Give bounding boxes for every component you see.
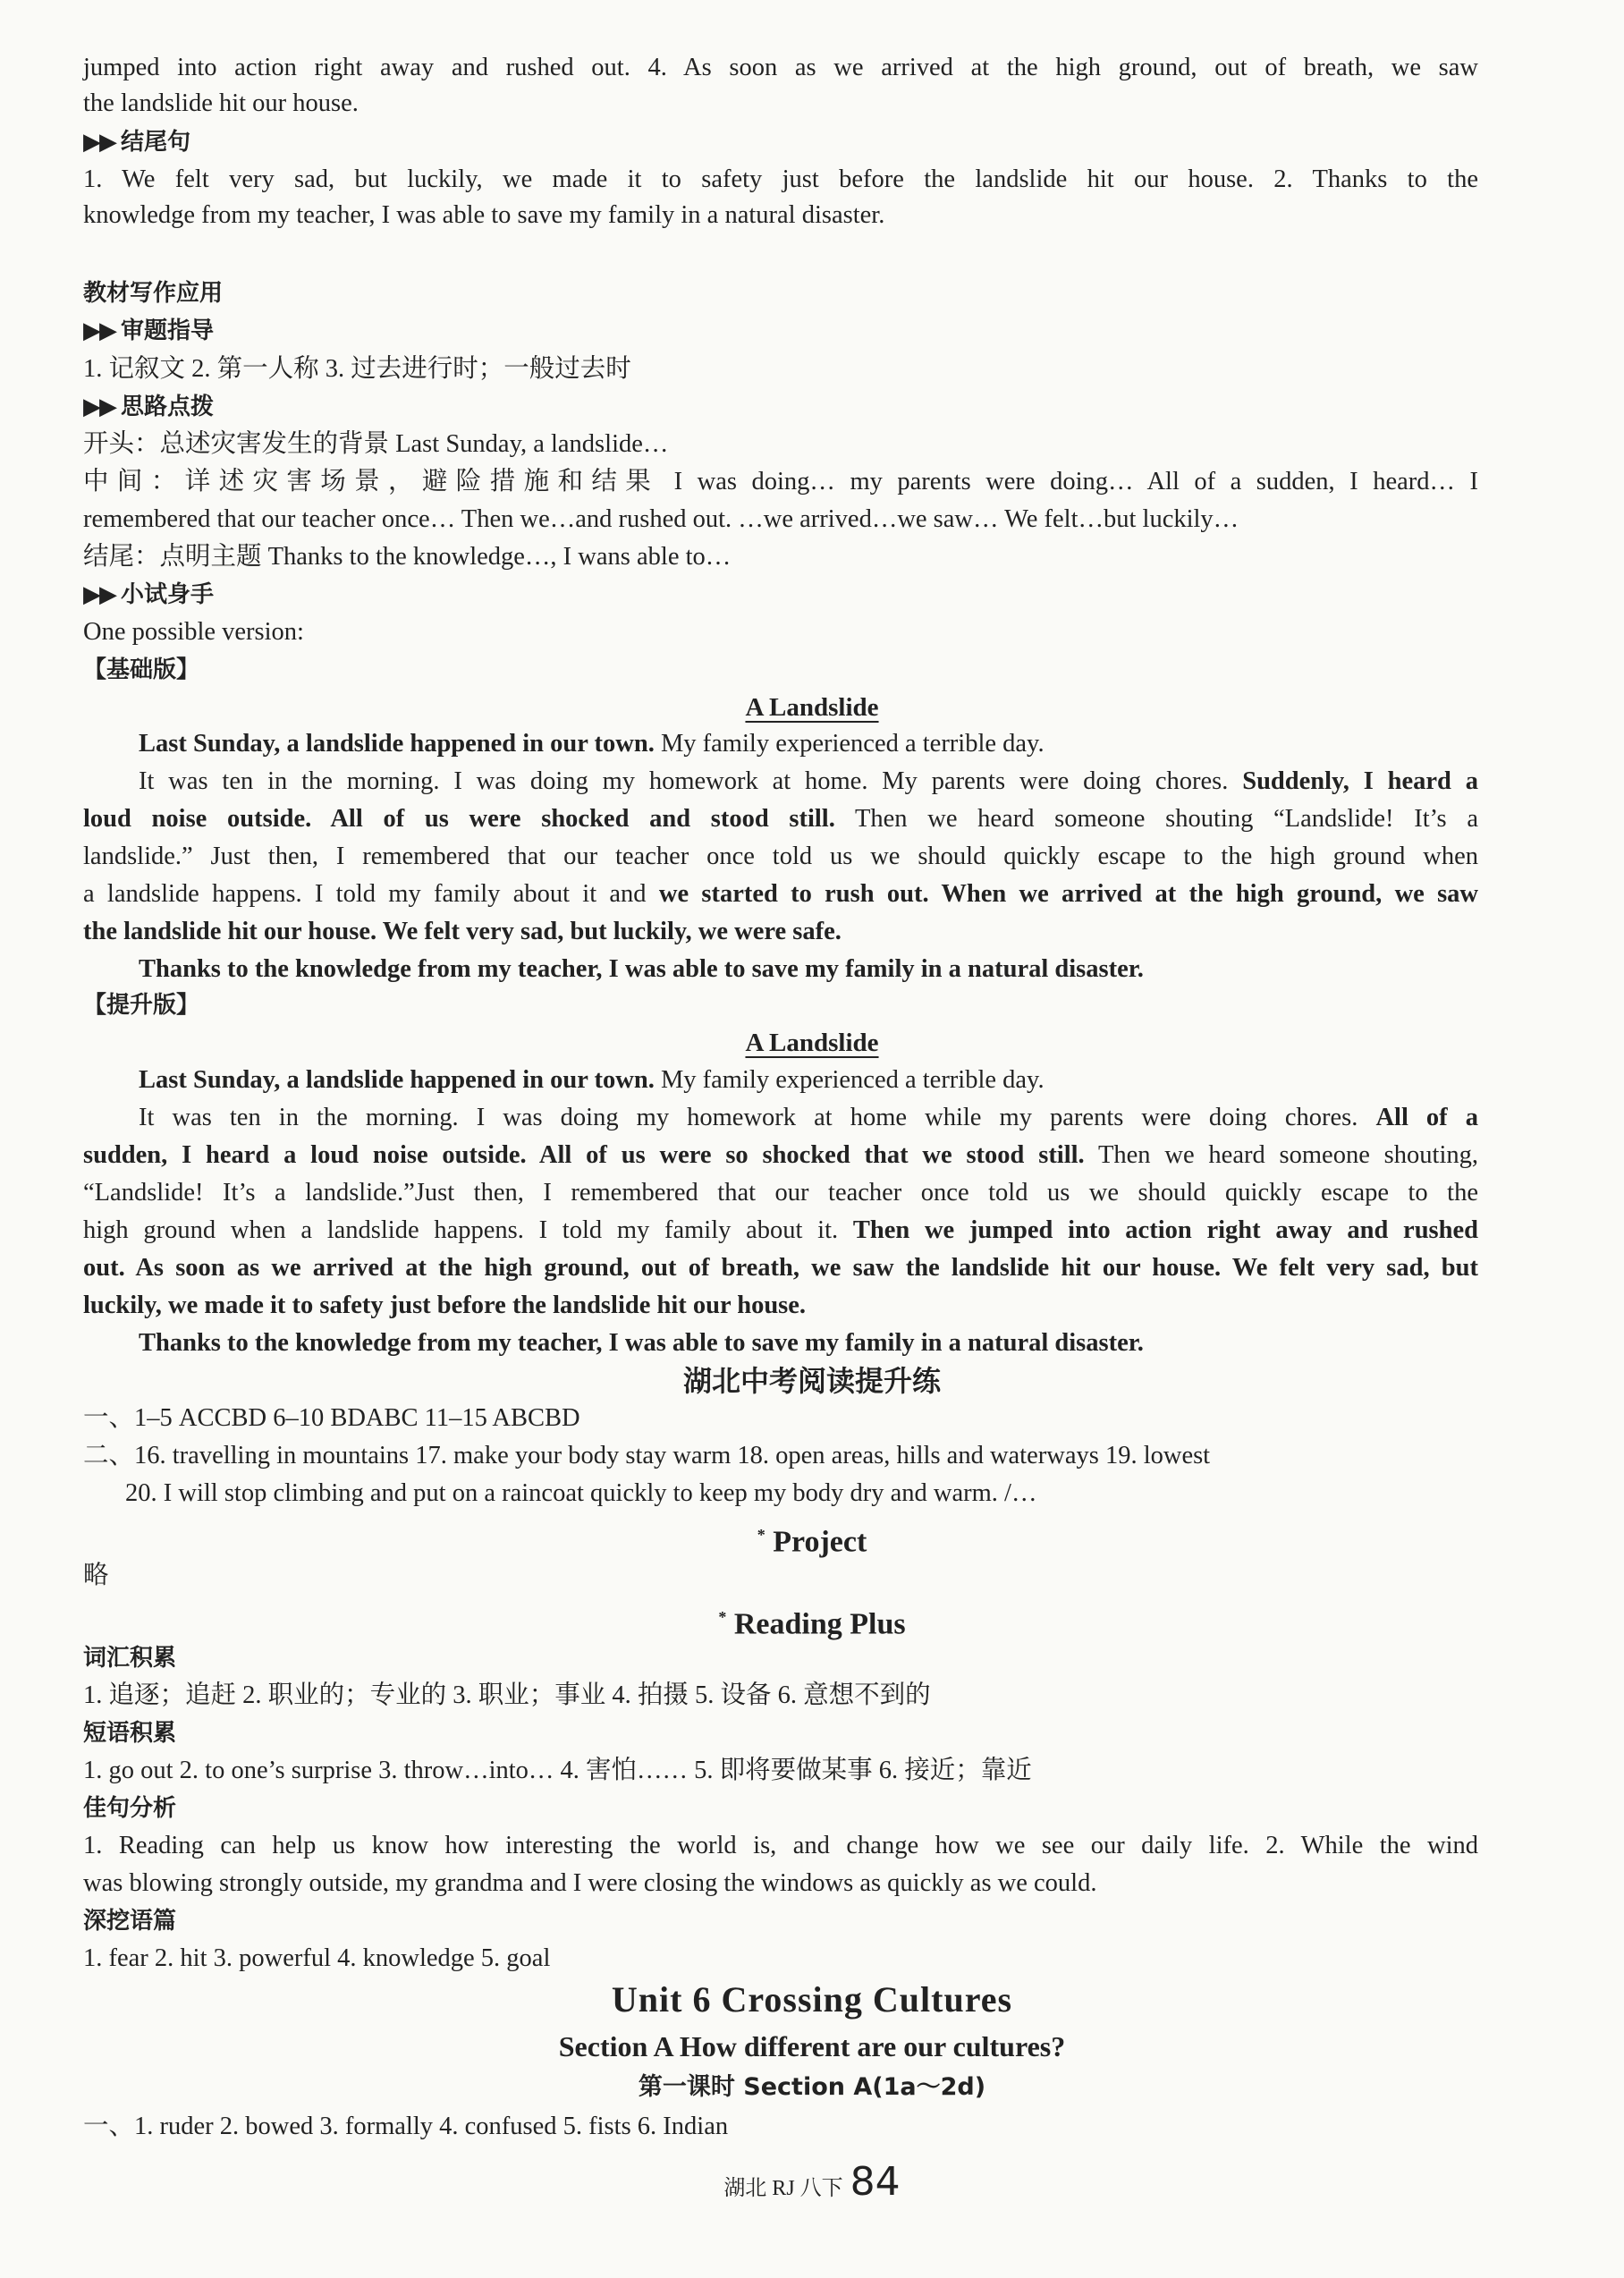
answer-line: 一、1–5 ACCBD 6–10 BDABC 11–15 ABCBD [83,1404,580,1432]
section-heading: ▶▶ 小试身手 [83,581,215,608]
section-heading: 词汇积累 [83,1645,177,1672]
text-line: 中间：详述灾害场景，避险措施和结果 I was doing… my parents were doing… All of a sudden, I heard… I [83,468,1478,495]
version-label: 【提升版】 [83,992,200,1019]
essay-line: landslide.” Just then, I remembered that our teacher once told us we should quickly escape to the high ground when [83,843,1478,870]
text-line: 开头：总述灾害发生的背景 Last Sunday, a landslide… [83,430,669,458]
section-title: * Reading Plus [718,1607,906,1641]
page-number: 84 [850,2159,901,2205]
section-heading: 短语积累 [83,1720,177,1747]
essay-line: It was ten in the morning. I was doing my homework at home. My parents were doing chores. Suddenly, I heard a [139,767,1478,795]
essay-line: the landslide hit our house. We felt very sad, but luckily, we were safe. [83,918,842,945]
answer-line: 20. I will stop climbing and put on a raincoat quickly to keep my body dry and warm. /… [125,1479,1037,1507]
essay-line: luckily, we made it to safety just before the landslide hit our house. [83,1291,807,1319]
essay-line: Thanks to the knowledge from my teacher, I was able to save my family in a natural disaster. [139,955,1144,983]
text-line: 1. 记叙文 2. 第一人称 3. 过去进行时；一般过去时 [83,355,631,383]
essay-line: out. As soon as we arrived at the high ground, out of breath, we saw the landslide hit our house. We felt very sad, but [83,1254,1478,1282]
essay-line: loud noise outside. All of us were shocked and stood still. Then we heard someone shouting “Landslide! It’s a [83,805,1478,833]
answer-line: 一、1. ruder 2. bowed 3. formally 4. confused 5. fists 6. Indian [83,2113,729,2140]
essay-line: a landslide happens. I told my family about it and we started to rush out. When we arrived at the high ground, we saw [83,880,1479,908]
essay-line: “Landslide! It’s a landslide.”Just then, I remembered that our teacher once told us we should quickly escape to the [83,1179,1478,1207]
text-line: 略 [83,1562,109,1589]
section-title: 湖北中考阅读提升练 [682,1364,941,1398]
section-heading: ▶▶ 思路点拨 [83,394,215,420]
double-triangle-right-icon: ▶▶ [83,581,115,608]
answer-line: 1. 追逐；追赶 2. 职业的；专业的 3. 职业；事业 4. 拍摄 5. 设备 6. 意想不到的 [83,1681,931,1709]
text-line: jumped into action right away and rushed out. 4. As soon as we arrived at the high ground, out of breath, we saw [83,54,1478,81]
section-heading: 佳句分析 [83,1795,177,1822]
essay-title: A Landslide [745,1029,879,1057]
answer-line: 1. Reading can help us know how interesting the world is, and change how we see our daily life. 2. While the wind [83,1832,1478,1859]
essay-title: A Landslide [745,693,879,722]
footer-text: 湖北 RJ 八下 [723,2177,843,2200]
essay-line: It was ten in the morning. I was doing my homework at home while my parents were doing chores. All of a [139,1104,1478,1131]
text-line: knowledge from my teacher, I was able to save my family in a natural disaster. [83,201,885,229]
section-heading: 深挖语篇 [83,1908,177,1935]
double-triangle-right-icon: ▶▶ [83,129,115,156]
section-subtitle: Section A How different are our cultures? [558,2030,1066,2062]
section-heading: ▶▶ 结尾句 [83,129,191,156]
asterisk-icon: * [718,1608,727,1626]
section-heading: ▶▶ 审题指导 [83,318,215,344]
text-line: remembered that our teacher once… Then we…and rushed out. …we arrived…we saw… We felt…but luckily… [83,505,1239,533]
section-title: * Project [757,1525,867,1559]
page-footer [0,2159,1624,2212]
answer-line: 1. go out 2. to one’s surprise 3. throw…into… 4. 害怕…… 5. 即将要做某事 6. 接近；靠近 [83,1757,1032,1784]
double-triangle-right-icon: ▶▶ [83,394,115,420]
essay-line: Thanks to the knowledge from my teacher, I was able to save my family in a natural disaster. [139,1329,1144,1357]
lesson-title: 第一课时 Section A(1a～2d) [638,2073,986,2101]
essay-line: sudden, I heard a loud noise outside. All of us were so shocked that we stood still. Then we heard someone shouting, [83,1141,1478,1169]
unit-title: Unit 6 Crossing Cultures [611,1979,1013,2020]
text-line: the landslide hit our house. [83,89,359,117]
essay-line: high ground when a landslide happens. I told my family about it. Then we jumped into action right away and rushed [83,1216,1479,1244]
answer-line: was blowing strongly outside, my grandma and I were closing the windows as quickly as we could. [83,1869,1097,1897]
answer-line: 二、16. travelling in mountains 17. make your body stay warm 18. open areas, hills and waterways 19. lowest [83,1442,1211,1469]
answer-line: 1. fear 2. hit 3. powerful 4. knowledge 5. goal [83,1944,551,1972]
text-line: 1. We felt very sad, but luckily, we made it to safety just before the landslide hit our house. 2. Thanks to the [83,165,1478,193]
asterisk-icon: * [757,1526,765,1544]
essay-line: Last Sunday, a landslide happened in our town. My family experienced a terrible day. [139,1066,1045,1094]
version-label: 【基础版】 [83,656,200,683]
section-heading: 教材写作应用 [83,280,224,307]
text-line: One possible version: [83,618,304,646]
double-triangle-right-icon: ▶▶ [83,318,115,344]
text-line: 结尾：点明主题 Thanks to the knowledge…, I wans able to… [83,543,732,571]
essay-line: Last Sunday, a landslide happened in our town. My family experienced a terrible day. [139,730,1045,758]
